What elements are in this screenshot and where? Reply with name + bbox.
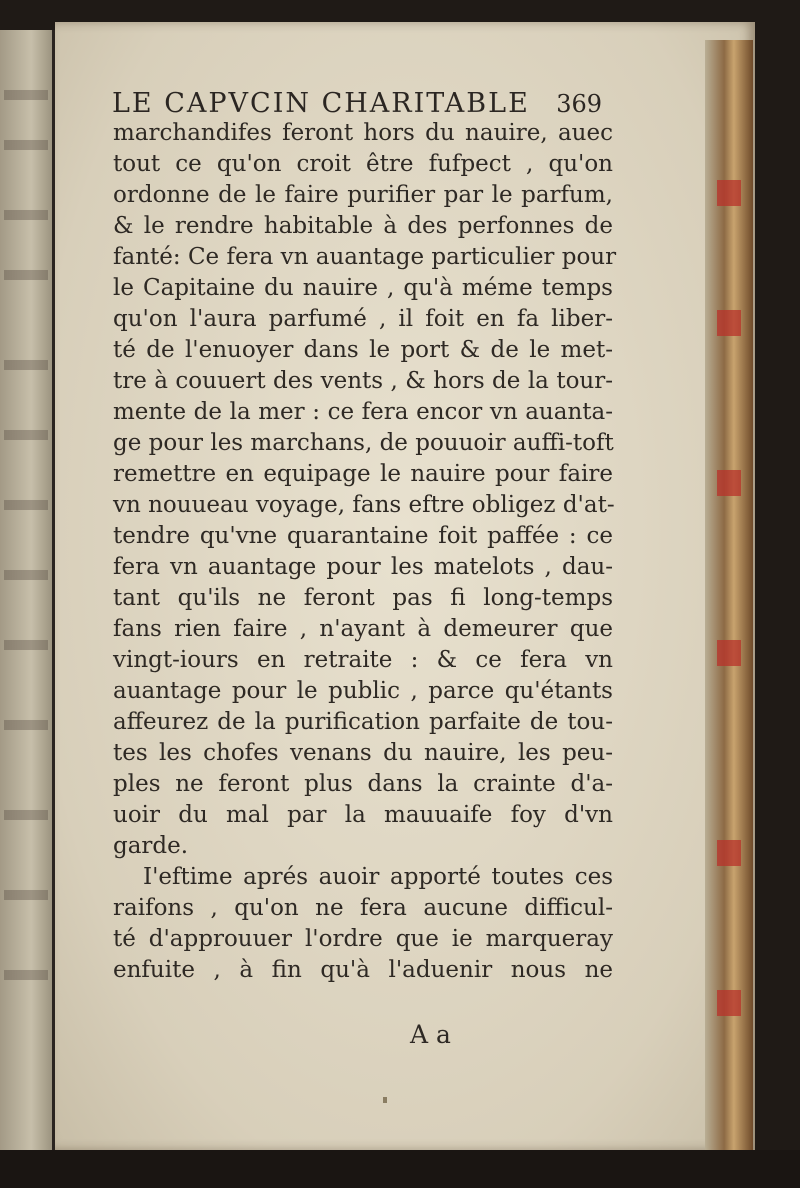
text-line: le Capitaine du nauire , qu'à méme temps (113, 275, 613, 301)
binding-ornament (717, 840, 741, 866)
text-line: tre à couuert des vents , & hors de la tour- (113, 368, 613, 394)
text-line: fanté: Ce fera vn auantage particulier pour (113, 244, 617, 270)
binding-ornament (717, 310, 741, 336)
binding-ornament (717, 180, 741, 206)
text-line: vn nouueau voyage, fans eftre obligez d'at- (113, 492, 615, 518)
text-line: tendre qu'vne quarantaine foit paffée : ce (113, 523, 613, 549)
page-number: 369 (556, 90, 602, 118)
text-line: enfuite , à fin qu'à l'aduenir nous ne (113, 957, 613, 983)
text-line: té de l'enuoyer dans le port & de le met- (113, 337, 613, 363)
text-line: ordonne de le faire purifier par le parfum, (113, 182, 613, 208)
book-binding-edge (705, 40, 753, 1150)
text-line: raifons , qu'on ne fera aucune difficul- (113, 895, 613, 921)
text-line: & le rendre habitable à des perfonnes de (113, 213, 613, 239)
running-head (112, 88, 602, 119)
text-line: tout ce qu'on croit être fufpect , qu'on (113, 151, 613, 177)
binding-ornament (717, 640, 741, 666)
text-line: garde. (113, 833, 189, 859)
text-line: fans rien faire , n'ayant à demeurer que (113, 616, 613, 642)
scan-background (0, 1150, 800, 1188)
binding-ornament (717, 470, 741, 496)
text-line: ge pour les marchans, de pouuoir auffi-toft (113, 430, 614, 456)
text-line: auantage pour le public , parce qu'étants (113, 678, 613, 704)
paper-speck (383, 1097, 387, 1103)
text-line: té d'approuuer l'ordre que ie marqueray (113, 926, 613, 952)
text-line: tant qu'ils ne feront pas fi long-temps (113, 585, 613, 611)
text-line: remettre en equipage le nauire pour faire (113, 461, 613, 487)
text-line: ples ne feront plus dans la crainte d'a- (113, 771, 613, 797)
text-line: vingt-iours en retraite : & ce fera vn (113, 647, 613, 673)
text-line: fera vn auantage pour les matelots , dau- (113, 554, 613, 580)
text-line: marchandifes feront hors du nauire, auec (113, 120, 613, 146)
text-line: uoir du mal par la mauuaife foy d'vn (113, 802, 613, 828)
text-line: tes les chofes venans du nauire, les peu- (113, 740, 613, 766)
facing-page-edge (0, 30, 55, 1160)
binding-ornament (717, 990, 741, 1016)
text-line: mente de la mer : ce fera encor vn auanta- (113, 399, 613, 425)
catchword: A a (410, 1020, 451, 1049)
text-line: I'eftime aprés auoir apporté toutes ces (143, 864, 613, 890)
body-text (113, 118, 617, 986)
text-line: affeurez de la purification parfaite de tou- (113, 709, 613, 735)
running-title: LE CAPVCIN CHARITABLE (112, 88, 530, 119)
text-line: qu'on l'aura parfumé , il foit en fa liber- (113, 306, 613, 332)
